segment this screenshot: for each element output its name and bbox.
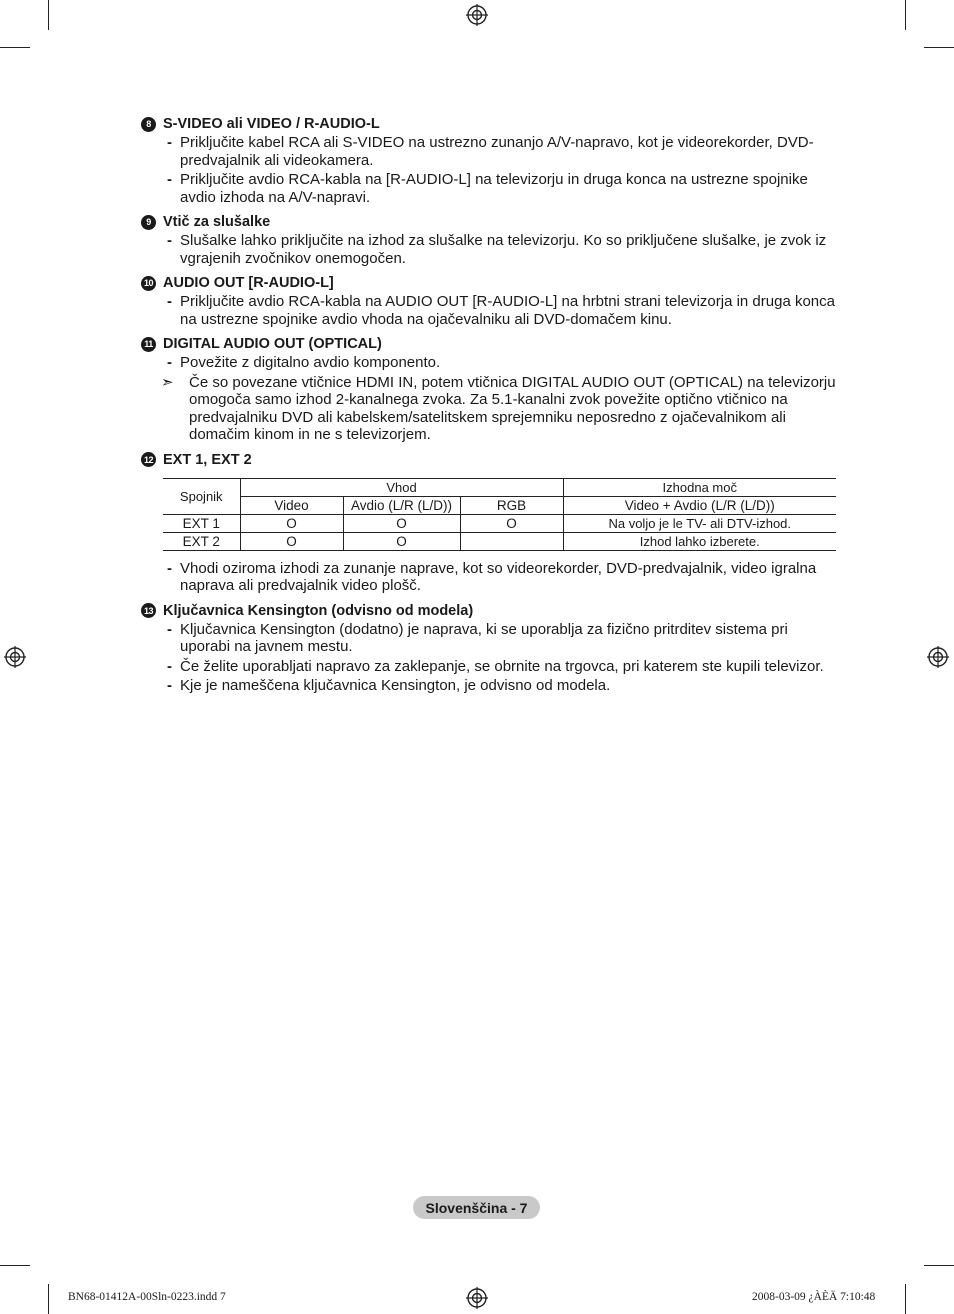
- section-title: EXT 1, EXT 2: [163, 451, 252, 468]
- list-item-text: Vhodi oziroma izhodi za zunanje naprave, kot so videorekorder, DVD-predvajalnik, video igralna naprava ali predvajalnik video plošč.: [180, 559, 817, 594]
- table-cell: EXT 2: [163, 532, 240, 550]
- table-cell: O: [240, 514, 343, 532]
- section-number-badge: 12: [141, 452, 156, 467]
- table-cell: O: [343, 532, 460, 550]
- list-item: [141, 560, 841, 595]
- bullet-dash: -: [167, 677, 172, 694]
- section-number-badge: 9: [141, 215, 156, 230]
- section-title: Vtič za slušalke: [163, 214, 271, 230]
- registration-mark-icon: [927, 646, 949, 668]
- table-header-row: [163, 478, 836, 496]
- table-cell: O: [240, 532, 343, 550]
- section-heading: [141, 116, 841, 132]
- crop-mark: [48, 1284, 49, 1314]
- table-header-cell: Vhod: [240, 478, 563, 496]
- crop-mark: [905, 1284, 906, 1314]
- ext-connector-table: [163, 478, 836, 551]
- table-cell: Na voljo je le TV- ali DTV-izhod.: [563, 514, 836, 532]
- table-cell: O: [460, 514, 563, 532]
- list-item-text: Povežite z digitalno avdio komponento.: [180, 354, 441, 371]
- bullet-dash: -: [167, 232, 172, 249]
- page-content: [141, 116, 841, 695]
- print-timestamp: 2008-03-09 ¿ÀÈÄ 7:10:48: [752, 1291, 876, 1303]
- list-item: [141, 134, 841, 169]
- section-number-badge: 8: [141, 117, 156, 132]
- section-number-badge: 11: [141, 337, 156, 352]
- registration-mark-icon: [4, 646, 26, 668]
- list-item-text: Priključite avdio RCA-kabla na AUDIO OUT [R-AUDIO-L] na hrbtni strani televizorja in druga konca na ustrezne spojnike avdio vhoda na ojačevalniku ali DVD-domačem kinu.: [180, 293, 835, 328]
- bullet-dash: -: [167, 171, 172, 188]
- section-title: DIGITAL AUDIO OUT (OPTICAL): [163, 336, 382, 352]
- crop-mark: [924, 47, 954, 48]
- list-item: [141, 677, 841, 695]
- bullet-dash: -: [167, 293, 172, 310]
- list-item-text: Ključavnica Kensington (dodatno) je naprava, ki se uporablja za fizično pritrditev sistema pri uporabi na javnem mestu.: [180, 620, 788, 655]
- list-item: [141, 658, 841, 676]
- section-heading: [141, 336, 841, 352]
- list-item: [141, 293, 841, 328]
- table-row: [163, 514, 836, 532]
- section-number-badge: 13: [141, 603, 156, 618]
- table-header-cell: Video + Avdio (L/R (L/D)): [563, 496, 836, 514]
- table-cell: O: [343, 514, 460, 532]
- list-item: [141, 354, 841, 372]
- list-item-text: Kje je nameščena ključavnica Kensington, je odvisno od modela.: [180, 677, 611, 694]
- page-number-label: Slovenščina - 7: [413, 1196, 540, 1219]
- list-item: [141, 621, 841, 656]
- crop-mark: [905, 0, 906, 30]
- registration-mark-icon: [466, 1287, 488, 1309]
- list-item-text: Slušalke lahko priključite na izhod za slušalke na televizorju. Ko so priključene slušalke, je zvok iz vgrajenih zvočnikov onemogočen.: [180, 232, 827, 267]
- table-cell: EXT 1: [163, 514, 240, 532]
- table-header-row: [163, 496, 836, 514]
- table-header-cell: Video: [240, 496, 343, 514]
- table-cell: [460, 532, 563, 550]
- table-header-cell: Avdio (L/R (L/D)): [343, 496, 460, 514]
- crop-mark: [48, 0, 49, 30]
- bullet-dash: -: [167, 134, 172, 151]
- list-item-text: Če želite uporabljati napravo za zaklepanje, se obrnite na trgovca, pri katerem ste kupili televizor.: [180, 657, 824, 675]
- table-row: [163, 532, 836, 550]
- note: [141, 374, 841, 444]
- note-arrow-icon: ➣: [161, 373, 174, 391]
- table-header-cell: Spojnik: [163, 478, 240, 514]
- crop-mark: [0, 47, 30, 48]
- list-item-text: Priključite avdio RCA-kabla na [R-AUDIO-L] na televizorju in druga konca na ustrezne spojnike avdio izhoda na A/V-napravi.: [180, 171, 808, 206]
- section-title: AUDIO OUT [R-AUDIO-L]: [163, 275, 334, 291]
- note-text: Če so povezane vtičnice HDMI IN, potem vtičnica DIGITAL AUDIO OUT (OPTICAL) na televizorju omogoča samo izhod 2-kanalnega zvoka. Za 5.1-kanalni zvok povežite optično vtičnico na predvajalniku DVD ali kabelskem/satelitskem sprejemniku neposredno z ojačevalnikom ali domačim kinom in ne s televizorjem.: [189, 373, 836, 443]
- list-item: [141, 232, 841, 267]
- section-title: S-VIDEO ali VIDEO / R-AUDIO-L: [163, 116, 380, 132]
- bullet-dash: -: [167, 620, 172, 638]
- section-heading: [141, 452, 841, 468]
- bullet-dash: -: [167, 657, 172, 675]
- crop-mark: [924, 1265, 954, 1266]
- table-header-cell: RGB: [460, 496, 563, 514]
- table-cell: Izhod lahko izberete.: [563, 532, 836, 550]
- bullet-dash: -: [167, 354, 172, 371]
- list-item-text: Priključite kabel RCA ali S-VIDEO na ustrezno zunanjo A/V-napravo, kot je videorekorder, DVD-predvajalnik ali videokamera.: [180, 134, 814, 169]
- section-heading: [141, 603, 841, 619]
- section-heading: [141, 214, 841, 230]
- file-slug: BN68-01412A-00Sln-0223.indd 7: [68, 1291, 226, 1303]
- list-item: [141, 171, 841, 206]
- table-header-cell: Izhodna moč: [563, 478, 836, 496]
- crop-mark: [0, 1265, 30, 1266]
- section-heading: [141, 275, 841, 291]
- registration-mark-icon: [466, 4, 488, 26]
- section-number-badge: 10: [141, 276, 156, 291]
- section-title: Ključavnica Kensington (odvisno od modela): [163, 602, 474, 619]
- bullet-dash: -: [167, 559, 172, 577]
